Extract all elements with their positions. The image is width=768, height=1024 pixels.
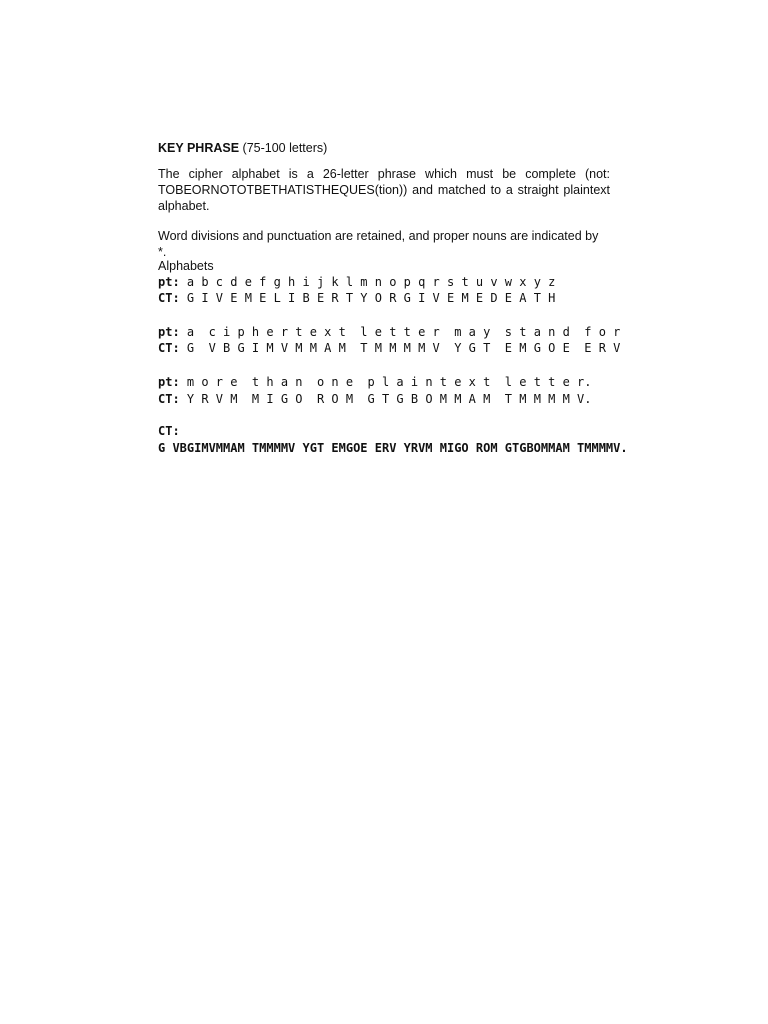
pt-alphabet: a b c d e f g h i j k l m n o p q r s t u v w x y z <box>179 275 556 289</box>
example1-pt-line <box>158 324 621 340</box>
ct-label: CT: <box>158 341 180 355</box>
pt-label: pt: <box>158 325 180 339</box>
heading-title: KEY PHRASE <box>158 141 240 155</box>
alphabets-ct-line <box>158 290 610 306</box>
example1-ciphertext: G V B G I M V M M A M T M M M M V Y G T E M G O E E R V <box>179 341 621 355</box>
example2-ct-line <box>158 391 610 407</box>
example1-plaintext: a c i p h e r t e x t l e t t e r m a y s t a n d f o r <box>179 325 621 339</box>
intro-paragraph-2: Word divisions and punctuation are retained, and proper nouns are indicated by *. <box>158 229 599 259</box>
ciphertext-label: CT: <box>158 424 180 438</box>
alphabets-pt-line <box>158 274 610 290</box>
ct-label: CT: <box>158 392 180 406</box>
ct-label: CT: <box>158 291 180 305</box>
example2-ciphertext: Y R V M M I G O R O M G T G B O M M A M T M M M M V. <box>179 392 592 406</box>
pt-label: pt: <box>158 375 180 389</box>
ct-alphabet: G I V E M E L I B E R T Y O R G I V E M E D E A T H <box>179 291 556 305</box>
alphabets-label: Alphabets <box>158 259 214 273</box>
example2-pt-line <box>158 374 610 390</box>
ciphertext-value: G VBGIMVMMAM TMMMMV YGT EMGOE ERV YRVM MIGO ROM GTGBOMMAM TMMMMV. <box>158 441 628 455</box>
pt-label: pt: <box>158 275 180 289</box>
example1-ct-line <box>158 340 621 356</box>
heading <box>158 140 610 156</box>
heading-subtitle: (75-100 letters) <box>242 141 328 155</box>
example2-plaintext: m o r e t h a n o n e p l a i n t e x t l e t t e r. <box>179 375 592 389</box>
intro-paragraph-1: The cipher alphabet is a 26-letter phrase which must be complete (not: TOBEORNOTOTBETHATISTHEQUES(tion)) and matched to a straight plaintext alphabet. <box>158 167 610 213</box>
